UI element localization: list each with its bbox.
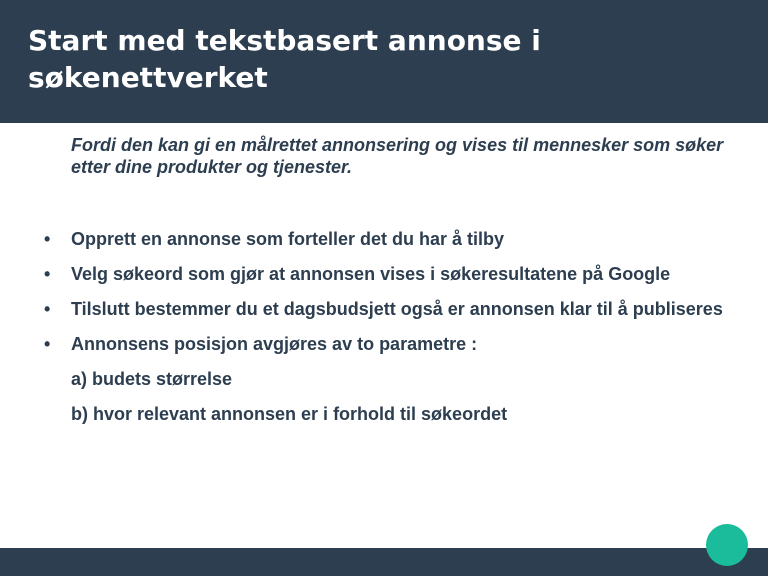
sub-item: a) budets størrelse: [71, 369, 233, 389]
title-bar: [0, 0, 768, 123]
bullet-list: [0, 228, 768, 438]
bullet-item: [0, 263, 768, 285]
bullet-dot-icon: •: [44, 229, 51, 249]
footer-bar: [0, 548, 768, 576]
bullet-text: Annonsens posisjon avgjøres av to parametre :: [71, 334, 478, 354]
bullet-dot-icon: •: [44, 264, 51, 284]
bullet-item: [0, 228, 768, 250]
bullet-dot-icon: •: [44, 334, 51, 354]
accent-circle-icon: [706, 524, 748, 566]
intro-text: Fordi den kan gi en målrettet annonsering og vises til mennesker som søker etter dine produkter og tjenester.: [71, 135, 724, 177]
bullet-text: Opprett en annonse som forteller det du har å tilby: [71, 229, 505, 249]
bullet-text: Velg søkeord som gjør at annonsen vises i søkeresultatene på Google: [71, 264, 671, 284]
bullet-item: [0, 333, 768, 355]
slide-title: Start med tekstbasert annonse i søkenettverket: [28, 24, 541, 94]
bullet-item: [0, 298, 768, 320]
bullet-dot-icon: •: [44, 299, 51, 319]
sub-item: b) hvor relevant annonsen er i forhold til søkeordet: [71, 404, 508, 424]
bullet-text: Tilslutt bestemmer du et dagsbudsjett også er annonsen klar til å publiseres: [71, 299, 723, 319]
